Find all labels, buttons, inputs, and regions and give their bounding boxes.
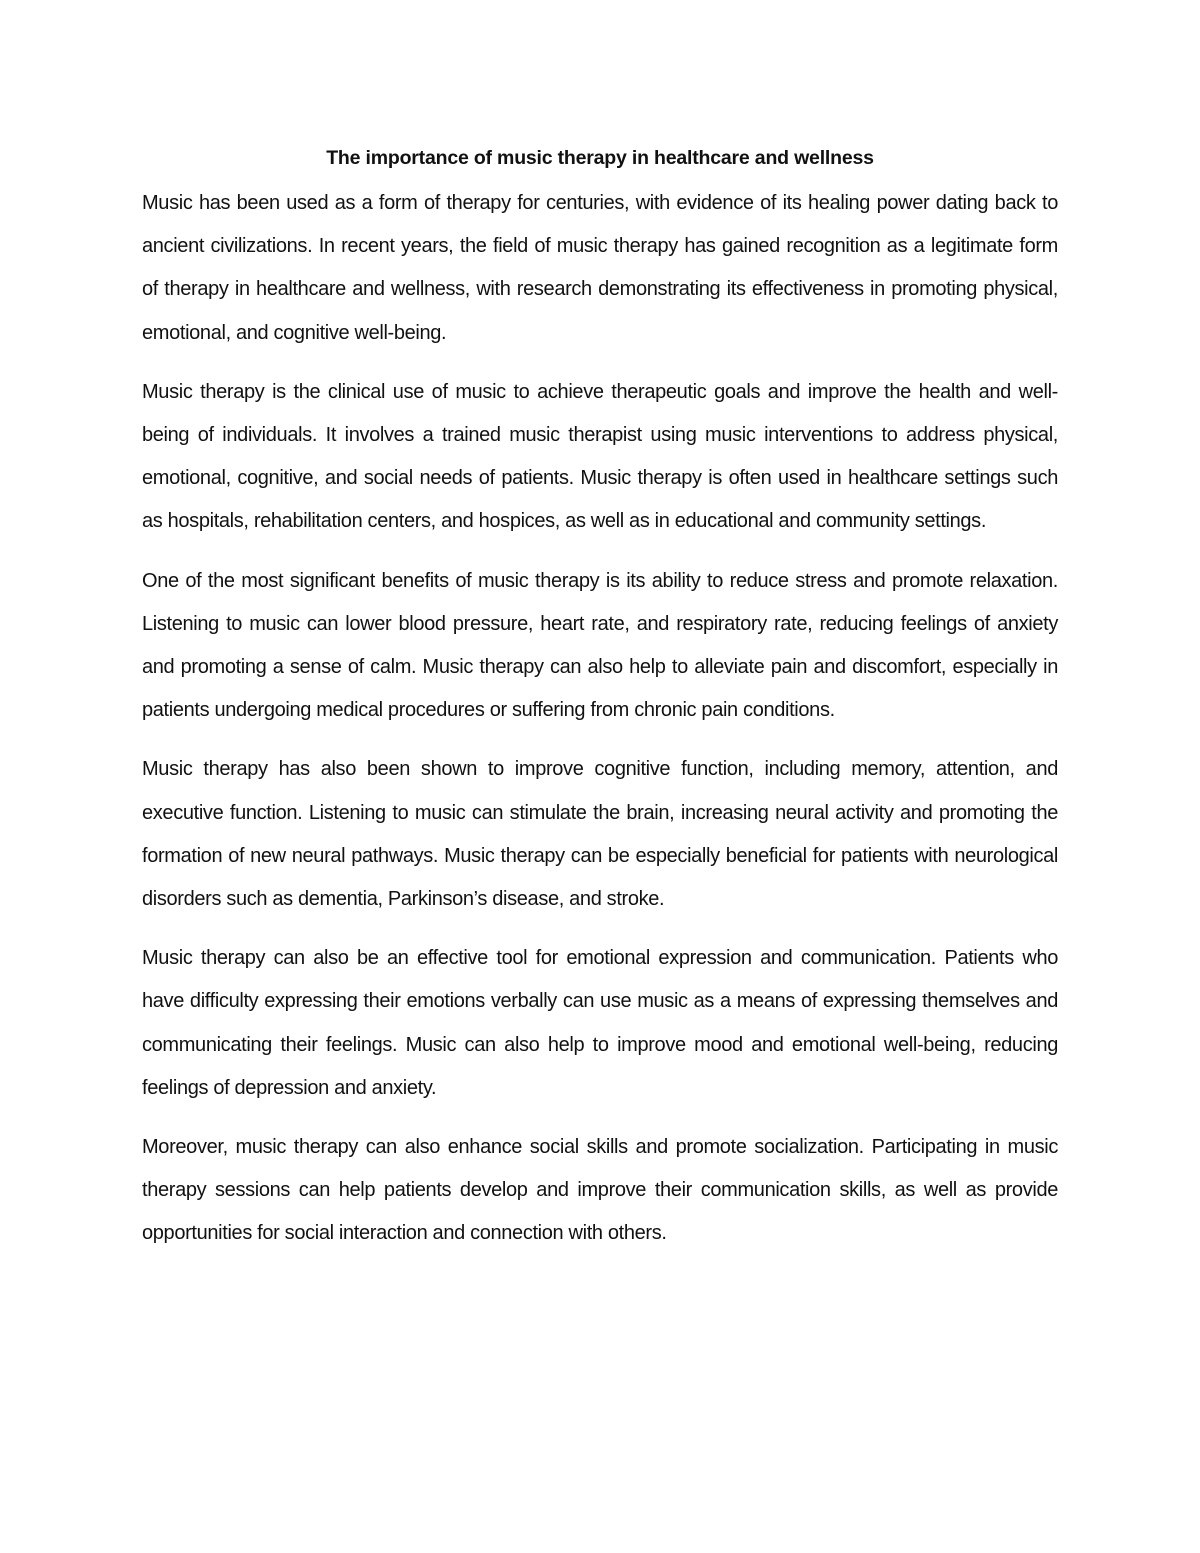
document-page bbox=[142, 140, 1058, 1272]
paragraph-stress-relief: One of the most significant benefits of music therapy is its ability to reduce stress and promote relaxation. Listening to music can lower blood pressure, heart rate, and respiratory rate, reducing feelings of anxiety and promoting a sense of calm. Music therapy can also help to alleviate pain and discomfort, especially in patients undergoing medical procedures or suffering from chronic pain conditions. bbox=[142, 569, 1058, 722]
paragraph-cognitive: Music therapy has also been shown to improve cognitive function, including memory, attention, and executive function. Listening to music can stimulate the brain, increasing neural activity and promoting the formation of new neural pathways. Music therapy can be especially beneficial for patients with neurological disorders such as dementia, Parkinson’s disease, and stroke. bbox=[142, 758, 1058, 911]
document-title: The importance of music therapy in healthcare and wellness bbox=[326, 147, 874, 169]
paragraph-intro: Music has been used as a form of therapy for centuries, with evidence of its healing power dating back to ancient civilizations. In recent years, the field of music therapy has gained recognition as a legitimate form of therapy in healthcare and wellness, with research demonstrating its effectiveness in promoting physical, emotional, and cognitive well-being. bbox=[142, 192, 1058, 344]
paragraph-social: Moreover, music therapy can also enhance social skills and promote socialization. Participating in music therapy sessions can help patients develop and improve their communication skills, as well as provide opportunities for social interaction and connection with others. bbox=[142, 1136, 1058, 1245]
paragraph-emotional: Music therapy can also be an effective tool for emotional expression and communication. Patients who have difficulty expressing their emotions verbally can use music as a means of expressing themselves and communicating their feelings. Music can also help to improve mood and emotional well-being, reducing feelings of depression and anxiety. bbox=[142, 947, 1058, 1099]
paragraph-definition: Music therapy is the clinical use of music to achieve therapeutic goals and improve the health and well-being of individuals. It involves a trained music therapist using music interventions to address physical, emotional, cognitive, and social needs of patients. Music therapy is often used in healthcare settings such as hospitals, rehabilitation centers, and hospices, as well as in educational and community settings. bbox=[142, 380, 1058, 533]
